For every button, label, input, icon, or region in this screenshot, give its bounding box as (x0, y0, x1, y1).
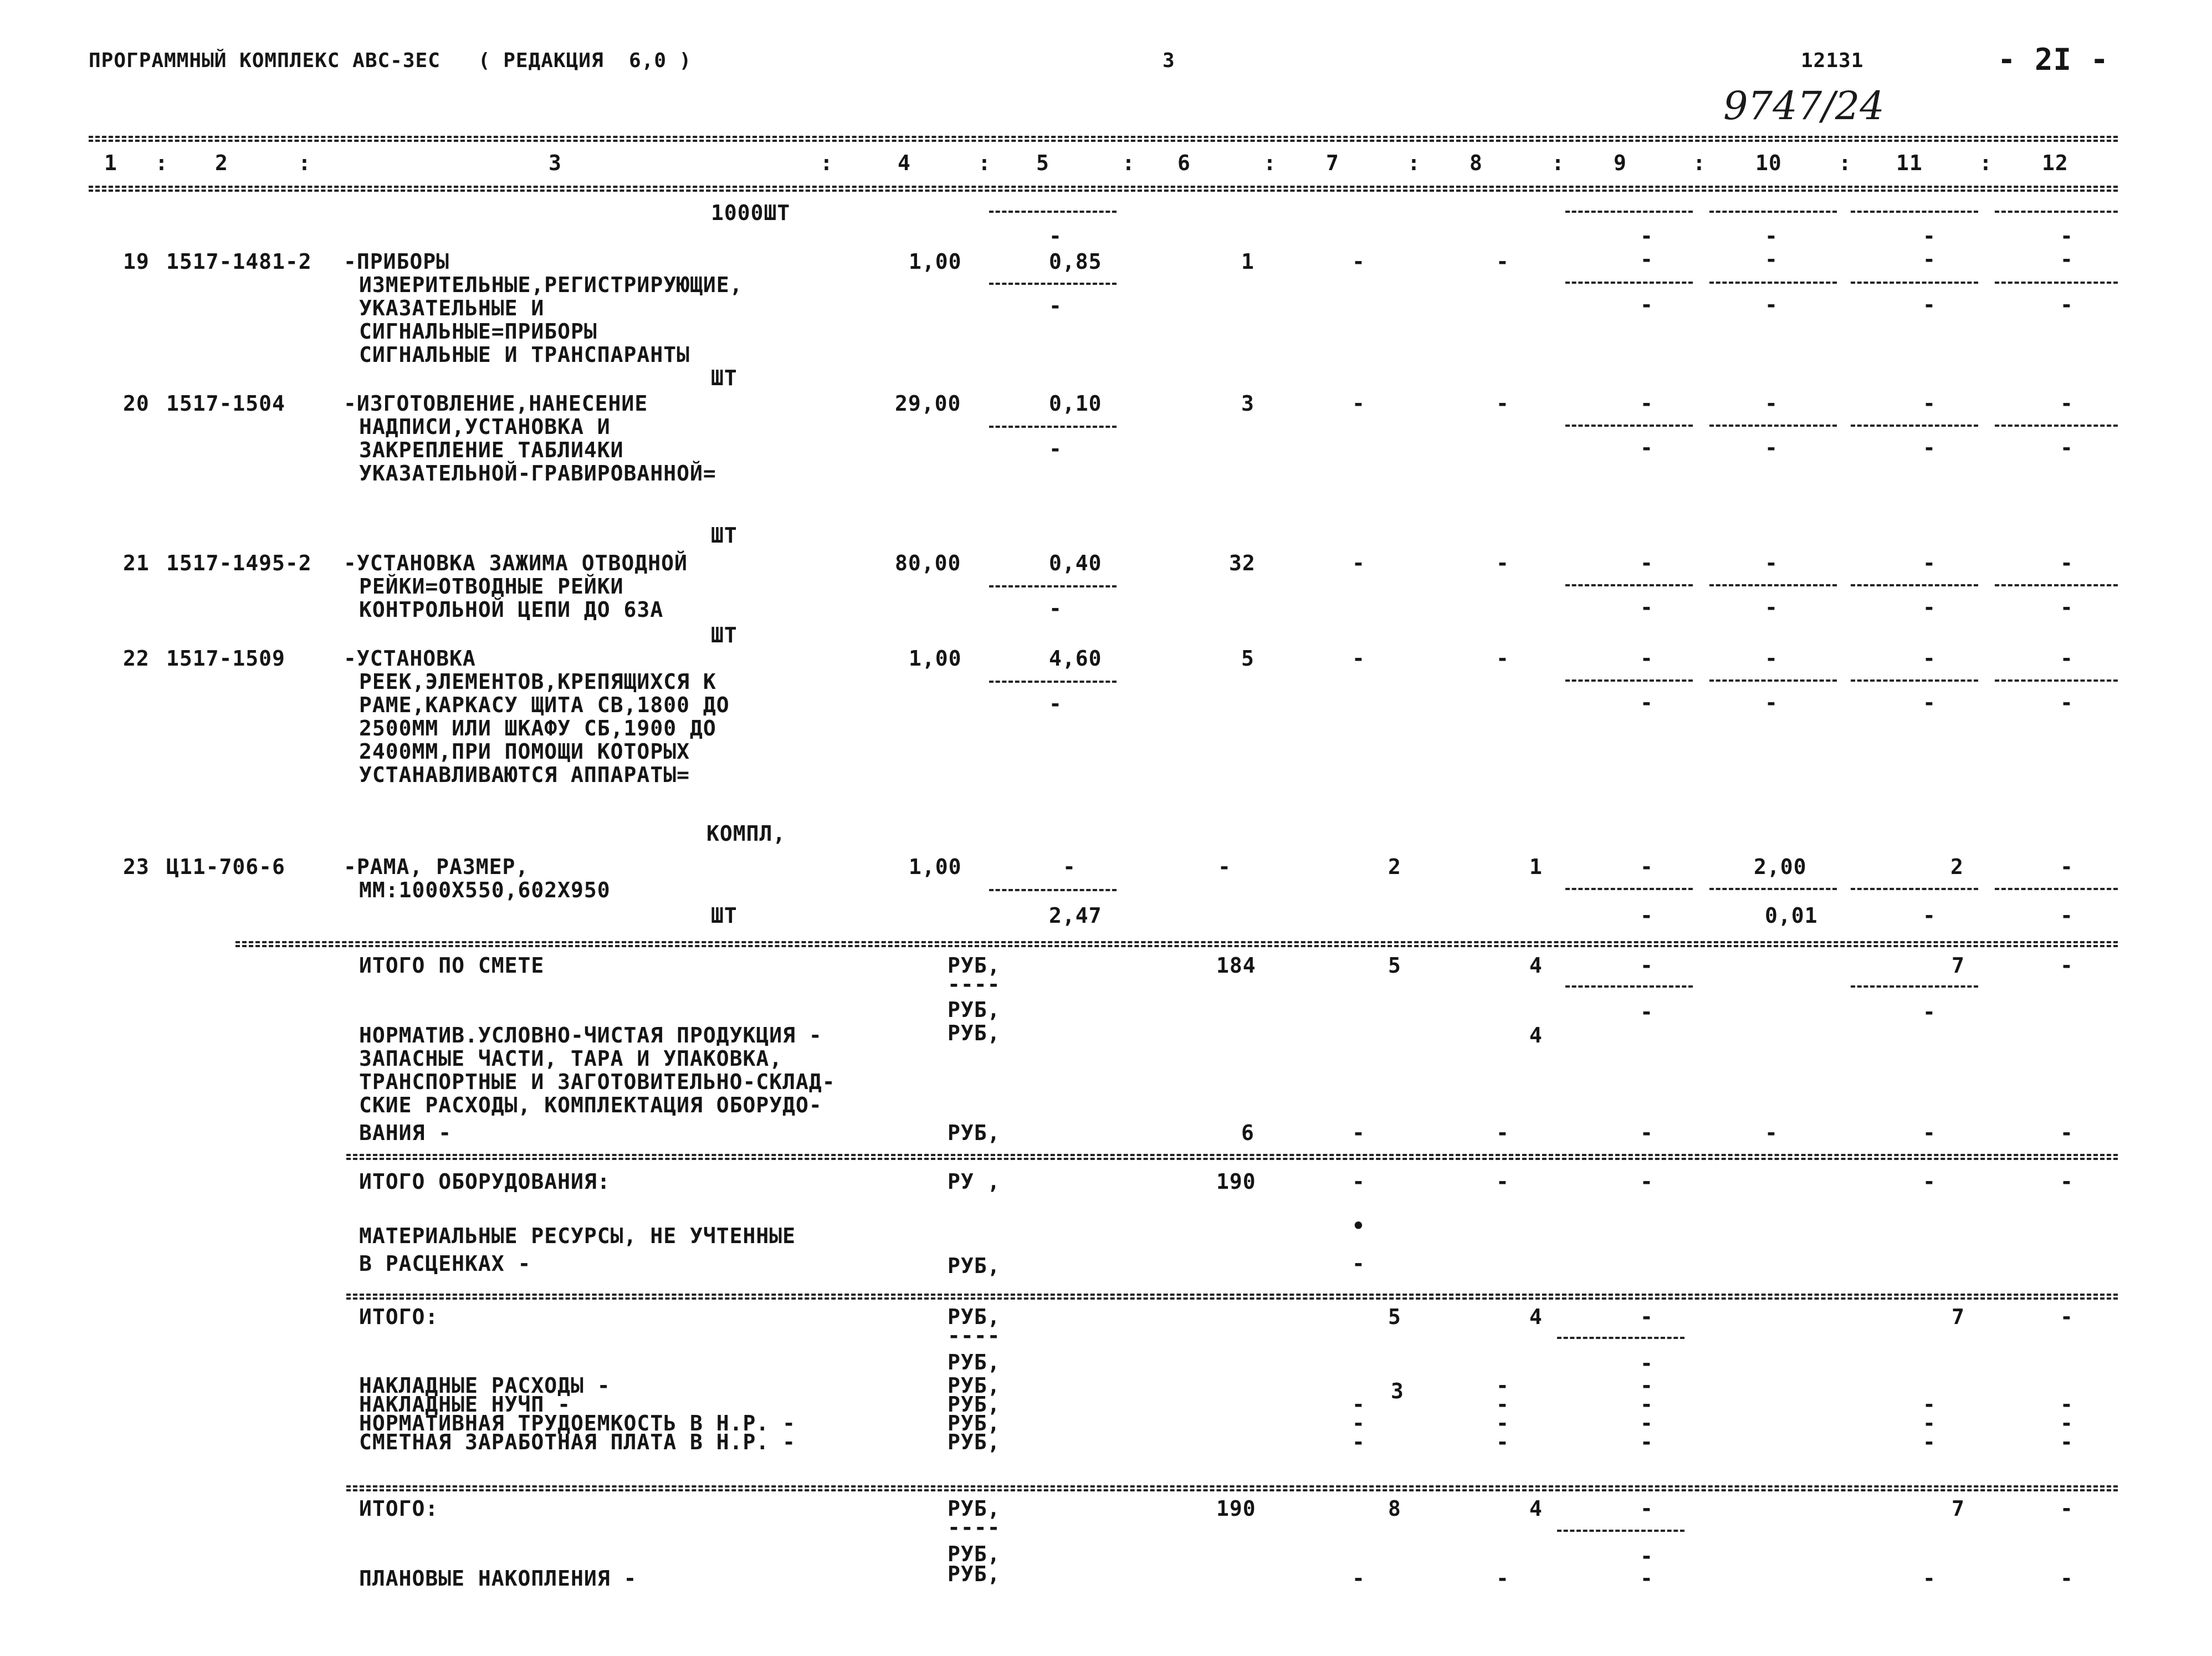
short-rule: ---- (948, 972, 1001, 996)
rule (1995, 425, 2118, 427)
dash: - (1496, 1121, 1509, 1145)
row-desc-line: РЕЙКИ=ОТВОДНЫЕ РЕЙКИ (359, 574, 624, 599)
dash: - (1640, 1121, 1653, 1145)
summary-unit: РУБ, (948, 1350, 1001, 1374)
row-code: 1517-1504 (166, 391, 285, 416)
rule (1851, 282, 1978, 284)
cell-col8: 1 (1529, 855, 1543, 879)
dash: - (1496, 1566, 1509, 1591)
rule (1565, 425, 1693, 427)
dash: - (1352, 1251, 1365, 1276)
dash: - (2060, 1411, 2073, 1435)
dash: - (2060, 1169, 2073, 1194)
row-desc-line: -ИЗГОТОВЛЕНИЕ,НАНЕСЕНИЕ (344, 391, 648, 416)
dash: - (1640, 391, 1653, 416)
dash: - (2060, 1392, 2073, 1417)
col-sep: : (1979, 151, 1993, 175)
overhead-label: СМЕТНАЯ ЗАРАБОТНАЯ ПЛАТА В Н.Р. - (359, 1430, 796, 1454)
cell-col6: 5 (1241, 646, 1255, 671)
cell-col7: 3 (1391, 1379, 1404, 1403)
dash: - (1765, 224, 1778, 248)
cell-col9: - (1640, 855, 1653, 879)
dash: - (1765, 691, 1778, 715)
top-rule-2 (89, 140, 2118, 142)
col-11: 11 (1896, 151, 1923, 175)
row-desc-line: -ПРИБОРЫ (344, 249, 450, 274)
row-desc-line: ММ:1000Х550,602Х950 (359, 878, 611, 902)
summary-unit: РУ , (948, 1169, 1001, 1194)
section-rule (346, 1485, 2118, 1488)
row-desc-line: СИГНАЛЬНЫЕ=ПРИБОРЫ (359, 319, 597, 344)
section-rule (235, 941, 2118, 943)
dash: - (1640, 1411, 1653, 1435)
dash: - (1049, 596, 1062, 621)
row-unit: ШТ (711, 366, 738, 390)
dash: - (1923, 1430, 1936, 1454)
rule (1709, 425, 1837, 427)
row-code: 1517-1495-2 (166, 551, 312, 575)
cell-col8: 4 (1529, 1305, 1543, 1329)
dash: - (1923, 1000, 1936, 1024)
rule (1709, 679, 1837, 682)
dash: - (1640, 1000, 1653, 1024)
dash: - (2060, 1121, 2073, 1145)
section-rule-2 (346, 1297, 2118, 1300)
col-sep: : (298, 151, 311, 175)
cell-col11: 7 (1952, 953, 1965, 978)
section-rule (346, 1154, 2118, 1156)
cell-col7: - (1352, 551, 1365, 575)
cell-col4: 29,00 (895, 391, 961, 416)
rule (1565, 985, 1693, 988)
cell-col8: - (1496, 646, 1509, 671)
row-unit: КОМПЛ, (706, 821, 786, 846)
col-12: 12 (2042, 151, 2068, 175)
row-code: 1517-1481-2 (166, 249, 312, 274)
normativ-line: ТРАНСПОРТНЫЕ И ЗАГОТОВИТЕЛЬНО-СКЛАД- (359, 1070, 836, 1094)
row-desc-line: ЗАКРЕПЛЕНИЕ ТАБЛИ4КИ (359, 438, 624, 462)
dash: - (1923, 595, 1936, 620)
overhead-label: НАКЛАДНЫЕ НУЧП - (359, 1392, 571, 1417)
rule (1995, 888, 2118, 890)
dash: - (1923, 1566, 1936, 1591)
rule (1851, 985, 1978, 988)
rule (989, 681, 1117, 683)
section-rule-2 (346, 1489, 2118, 1491)
cell-col6: 190 (1216, 1496, 1256, 1521)
dash: - (1640, 1544, 1653, 1568)
row-desc-line: СИГНАЛЬНЫЕ И ТРАНСПАРАНТЫ (359, 343, 690, 367)
dash: - (2060, 247, 2073, 272)
rule (1851, 211, 1978, 213)
top-rule (89, 136, 2118, 138)
row-desc-line: РЕЕК,ЭЛЕМЕНТОВ,КРЕПЯЩИХСЯ К (359, 669, 716, 694)
cell-col10-b: 0,01 (1765, 903, 1818, 928)
summary-label: ИТОГО ОБОРУДОВАНИЯ: (359, 1169, 611, 1194)
row-desc-line: УКАЗАТЕЛЬНЫЕ И (359, 296, 545, 320)
row-unit: ШТ (711, 903, 738, 928)
dash: - (1640, 247, 1653, 272)
dash: - (2060, 1496, 2073, 1521)
col-sep: : (1407, 151, 1421, 175)
dash: - (1923, 1411, 1936, 1435)
dash: - (1496, 1373, 1509, 1398)
overhead-unit: РУБ, (948, 1373, 1001, 1398)
dash: - (1496, 1430, 1509, 1454)
cell-col6: 3 (1241, 391, 1255, 416)
rule (1995, 584, 2118, 586)
row-unit: ШТ (711, 623, 738, 647)
dash: - (1352, 1411, 1365, 1435)
rule (1995, 282, 2118, 284)
dash: - (1923, 247, 1936, 272)
col-5: 5 (1036, 151, 1049, 175)
dash: - (1640, 293, 1653, 317)
cell-col6: - (1218, 855, 1231, 879)
row-desc-line: -УСТАНОВКА (344, 646, 476, 671)
dash: - (2060, 691, 2073, 715)
overhead-unit: РУБ, (948, 1392, 1001, 1417)
dash: - (1049, 437, 1062, 461)
rule (1557, 1530, 1684, 1532)
cell-col4: 1,00 (909, 855, 962, 879)
cell-col6: 6 (1241, 1121, 1255, 1145)
dash: - (1765, 436, 1778, 460)
row-desc-line: -РАМА, РАЗМЕР, (344, 855, 529, 879)
dash: - (2060, 646, 2073, 671)
dash: - (1765, 551, 1778, 575)
rule (1851, 425, 1978, 427)
col-6: 6 (1177, 151, 1191, 175)
row-desc-line: НАДПИСИ,УСТАНОВКА И (359, 415, 611, 439)
summary-label: ИТОГО ПО СМЕТЕ (359, 953, 545, 978)
rule (1565, 888, 1693, 890)
rule (1709, 211, 1837, 213)
cell-col5: 0,40 (1049, 551, 1102, 575)
normativ-line: ЗАПАСНЫЕ ЧАСТИ, ТАРА И УПАКОВКА, (359, 1046, 783, 1071)
dash: - (2060, 1566, 2073, 1591)
cell-col5-b: 2,47 (1049, 903, 1102, 928)
col-9: 9 (1614, 151, 1627, 175)
col-3: 3 (549, 151, 562, 175)
rule (989, 585, 1117, 587)
rule (1995, 211, 2118, 213)
rule (989, 426, 1117, 428)
dash: - (1352, 1169, 1365, 1194)
cell-col4: 1,00 (909, 249, 962, 274)
dash: - (2060, 1305, 2073, 1329)
document-code: 12131 (1801, 49, 1864, 72)
summary-unit: РУБ, (948, 1121, 1001, 1145)
materials-line: В РАСЦЕНКАХ - (359, 1251, 531, 1276)
row-number: 19 (123, 249, 150, 274)
row-desc-line: ИЗМЕРИТЕЛЬНЫЕ,РЕГИСТРИРУЮЩИЕ, (359, 273, 743, 297)
cell-col7: - (1352, 646, 1365, 671)
col-2: 2 (215, 151, 228, 175)
dash: - (1640, 1351, 1653, 1376)
row-desc-line: -УСТАНОВКА ЗАЖИМА ОТВОДНОЙ (344, 551, 688, 575)
short-rule: ---- (948, 1323, 1001, 1348)
overhead-label: НОРМАТИВНАЯ ТРУДОЕМКОСТЬ В Н.Р. - (359, 1411, 796, 1435)
cell-col11-b: - (1923, 903, 1936, 928)
normativ-line: СКИЕ РАСХОДЫ, КОМПЛЕКТАЦИЯ ОБОРУДО- (359, 1093, 822, 1117)
rule (1709, 282, 1837, 284)
dash: - (1049, 692, 1062, 716)
dash: - (1352, 1430, 1365, 1454)
rule (1565, 282, 1693, 284)
cell-col12-b: - (2060, 903, 2073, 928)
dash: - (1923, 436, 1936, 460)
rule (1557, 1337, 1684, 1339)
row-desc-line: 2500ММ ИЛИ ШКАФУ СБ,1900 ДО (359, 716, 716, 740)
cell-col7: 8 (1388, 1496, 1401, 1521)
header-rule (89, 186, 2118, 188)
row-desc-line: УСТАНАВЛИВАЮТСЯ АППАРАТЫ= (359, 763, 690, 787)
cell-col7: 5 (1388, 953, 1401, 978)
summary-unit: РУБ, (948, 1542, 1001, 1566)
dash: - (1640, 1392, 1653, 1417)
row-number: 21 (123, 551, 150, 575)
summary-unit: РУБ, (948, 998, 1001, 1022)
dash: - (1496, 1169, 1509, 1194)
row-number: 20 (123, 391, 150, 416)
program-title: ПРОГРАММНЫЙ КОМПЛЕКС АВС-3ЕС ( РЕДАКЦИЯ 6,0 ) (89, 49, 692, 72)
dash: - (1640, 646, 1653, 671)
dash: - (2060, 436, 2073, 460)
cell-col5: 4,60 (1049, 646, 1102, 671)
cell-col7: 5 (1388, 1305, 1401, 1329)
summary-unit: РУБ, (948, 953, 1001, 978)
rule (1995, 679, 2118, 682)
col-4: 4 (898, 151, 911, 175)
col-7: 7 (1326, 151, 1339, 175)
dash: - (1352, 1392, 1365, 1417)
cell-col6: 184 (1216, 953, 1256, 978)
rule (989, 889, 1117, 891)
dash: - (1923, 391, 1936, 416)
row-number: 22 (123, 646, 150, 671)
dash: - (1765, 595, 1778, 620)
cell-col7: - (1352, 391, 1365, 416)
normativ-line: ВАНИЯ - (359, 1121, 452, 1145)
cell-col8: 4 (1529, 1496, 1543, 1521)
summary-label: ИТОГО: (359, 1496, 439, 1521)
summary-unit: РУБ, (948, 1254, 1001, 1278)
dash: - (1923, 646, 1936, 671)
row-code: Ц11-706-6 (166, 855, 285, 879)
short-rule: ---- (948, 1515, 1001, 1540)
cell-col6: 1 (1241, 249, 1255, 274)
dash: - (1765, 1121, 1778, 1145)
col-8: 8 (1469, 151, 1483, 175)
dash: - (1049, 224, 1062, 248)
cell-col4: 1,00 (909, 646, 962, 671)
dash: - (1640, 1496, 1653, 1521)
overhead-label: НАКЛАДНЫЕ РАСХОДЫ - (359, 1373, 611, 1398)
dash: - (1640, 551, 1653, 575)
dash: - (1765, 247, 1778, 272)
cell-col4: 80,00 (895, 551, 961, 575)
rule (1709, 584, 1837, 586)
row-desc-line: РАМЕ,КАРКАСУ ЩИТА СВ,1800 ДО (359, 693, 730, 717)
summary-unit: РУБ, (948, 1021, 1001, 1045)
dash: - (1640, 691, 1653, 715)
rule (989, 283, 1117, 285)
dash: - (1496, 1411, 1509, 1435)
rule (1851, 888, 1978, 890)
section-rule (346, 1294, 2118, 1296)
col-10: 10 (1755, 151, 1782, 175)
summary-unit: РУБ, (948, 1562, 1001, 1586)
cell-col9-b: - (1640, 903, 1653, 928)
dash: - (1640, 224, 1653, 248)
dot-mark: • (1352, 1214, 1365, 1238)
dash: - (2060, 224, 2073, 248)
cell-col11: 2 (1950, 855, 1964, 879)
summary-unit: РУБ, (948, 1496, 1001, 1521)
dash: - (2060, 1430, 2073, 1454)
row-number: 23 (123, 855, 150, 879)
row-code: 1517-1509 (166, 646, 285, 671)
dash: - (1923, 1392, 1936, 1417)
rule (1851, 679, 1978, 682)
summary-unit: РУБ, (948, 1305, 1001, 1329)
rule (1709, 888, 1837, 890)
overhead-unit: РУБ, (948, 1411, 1001, 1435)
section-rule-2 (235, 945, 2118, 947)
dash: - (1352, 1566, 1365, 1591)
dash: - (1765, 391, 1778, 416)
dash: - (2060, 551, 2073, 575)
cell-col7: 2 (1388, 855, 1401, 879)
cell-col9: - (1640, 953, 1653, 978)
dash: - (1923, 1169, 1936, 1194)
dash: - (1765, 646, 1778, 671)
unit-label: 1000ШТ (711, 201, 791, 225)
col-sep: : (1122, 151, 1135, 175)
dash: - (1352, 1121, 1365, 1145)
dash: - (1923, 551, 1936, 575)
col-sep: : (978, 151, 991, 175)
dash: - (1049, 294, 1062, 318)
normativ-line: НОРМАТИВ.УСЛОВНО-ЧИСТАЯ ПРОДУКЦИЯ - (359, 1023, 822, 1047)
rule (989, 211, 1117, 213)
page-number: - 2I - (1998, 42, 2109, 77)
cell-col6: 190 (1216, 1169, 1256, 1194)
col-sep: : (820, 151, 833, 175)
cell-col10: 2,00 (1754, 855, 1807, 879)
section-rule-2 (346, 1158, 2118, 1160)
dash: - (2060, 595, 2073, 620)
cell-col12: - (2060, 953, 2073, 978)
cell-col11: 7 (1952, 1305, 1965, 1329)
cell-col12: - (2060, 855, 2073, 879)
col-sep: : (1693, 151, 1706, 175)
col-sep: : (1839, 151, 1852, 175)
handwritten-number: 9747/24 (1723, 83, 1885, 129)
rule (1851, 584, 1978, 586)
dash: - (2060, 391, 2073, 416)
cell-col8: 4 (1529, 953, 1543, 978)
row-desc-line: 2400ММ,ПРИ ПОМОЩИ КОТОРЫХ (359, 739, 690, 764)
col-sep: : (1263, 151, 1277, 175)
dash: - (1640, 1566, 1653, 1591)
rule (1565, 584, 1693, 586)
dash: - (1640, 1169, 1653, 1194)
cell-col8: - (1496, 249, 1509, 274)
cell-col8: - (1496, 551, 1509, 575)
dash: - (1923, 293, 1936, 317)
cell-col5: - (1063, 855, 1076, 879)
dash: - (2060, 293, 2073, 317)
cell-col6: 32 (1229, 551, 1256, 575)
col-sep: : (155, 151, 168, 175)
cell-col8: 4 (1529, 1023, 1543, 1047)
header-rule-2 (89, 190, 2118, 192)
dash: - (1923, 224, 1936, 248)
section-number: 3 (1163, 49, 1175, 72)
dash: - (1496, 1392, 1509, 1417)
overhead-unit: РУБ, (948, 1430, 1001, 1454)
col-1: 1 (104, 151, 117, 175)
summary-label: ПЛАНОВЫЕ НАКОПЛЕНИЯ - (359, 1566, 637, 1591)
dash: - (1640, 1305, 1653, 1329)
cell-col7: - (1352, 249, 1365, 274)
materials-line: МАТЕРИАЛЬНЫЕ РЕСУРСЫ, НЕ УЧТЕННЫЕ (359, 1224, 796, 1248)
cell-col5: 0,85 (1049, 249, 1102, 274)
row-unit: ШТ (711, 523, 738, 548)
rule (1565, 211, 1693, 213)
summary-label: ИТОГО: (359, 1305, 439, 1329)
row-desc-line: КОНТРОЛЬНОЙ ЦЕПИ ДО 63А (359, 597, 664, 622)
rule (1565, 679, 1693, 682)
dash: - (1640, 1373, 1653, 1398)
cell-col8: - (1496, 391, 1509, 416)
dash: - (1640, 595, 1653, 620)
cell-col5: 0,10 (1049, 391, 1102, 416)
cell-col11: 7 (1952, 1496, 1965, 1521)
dash: - (1640, 1430, 1653, 1454)
col-sep: : (1552, 151, 1565, 175)
dash: - (1923, 1121, 1936, 1145)
dash: - (1640, 436, 1653, 460)
dash: - (1765, 293, 1778, 317)
row-desc-line: УКАЗАТЕЛЬНОЙ-ГРАВИРОВАННОЙ= (359, 461, 716, 485)
dash: - (1923, 691, 1936, 715)
